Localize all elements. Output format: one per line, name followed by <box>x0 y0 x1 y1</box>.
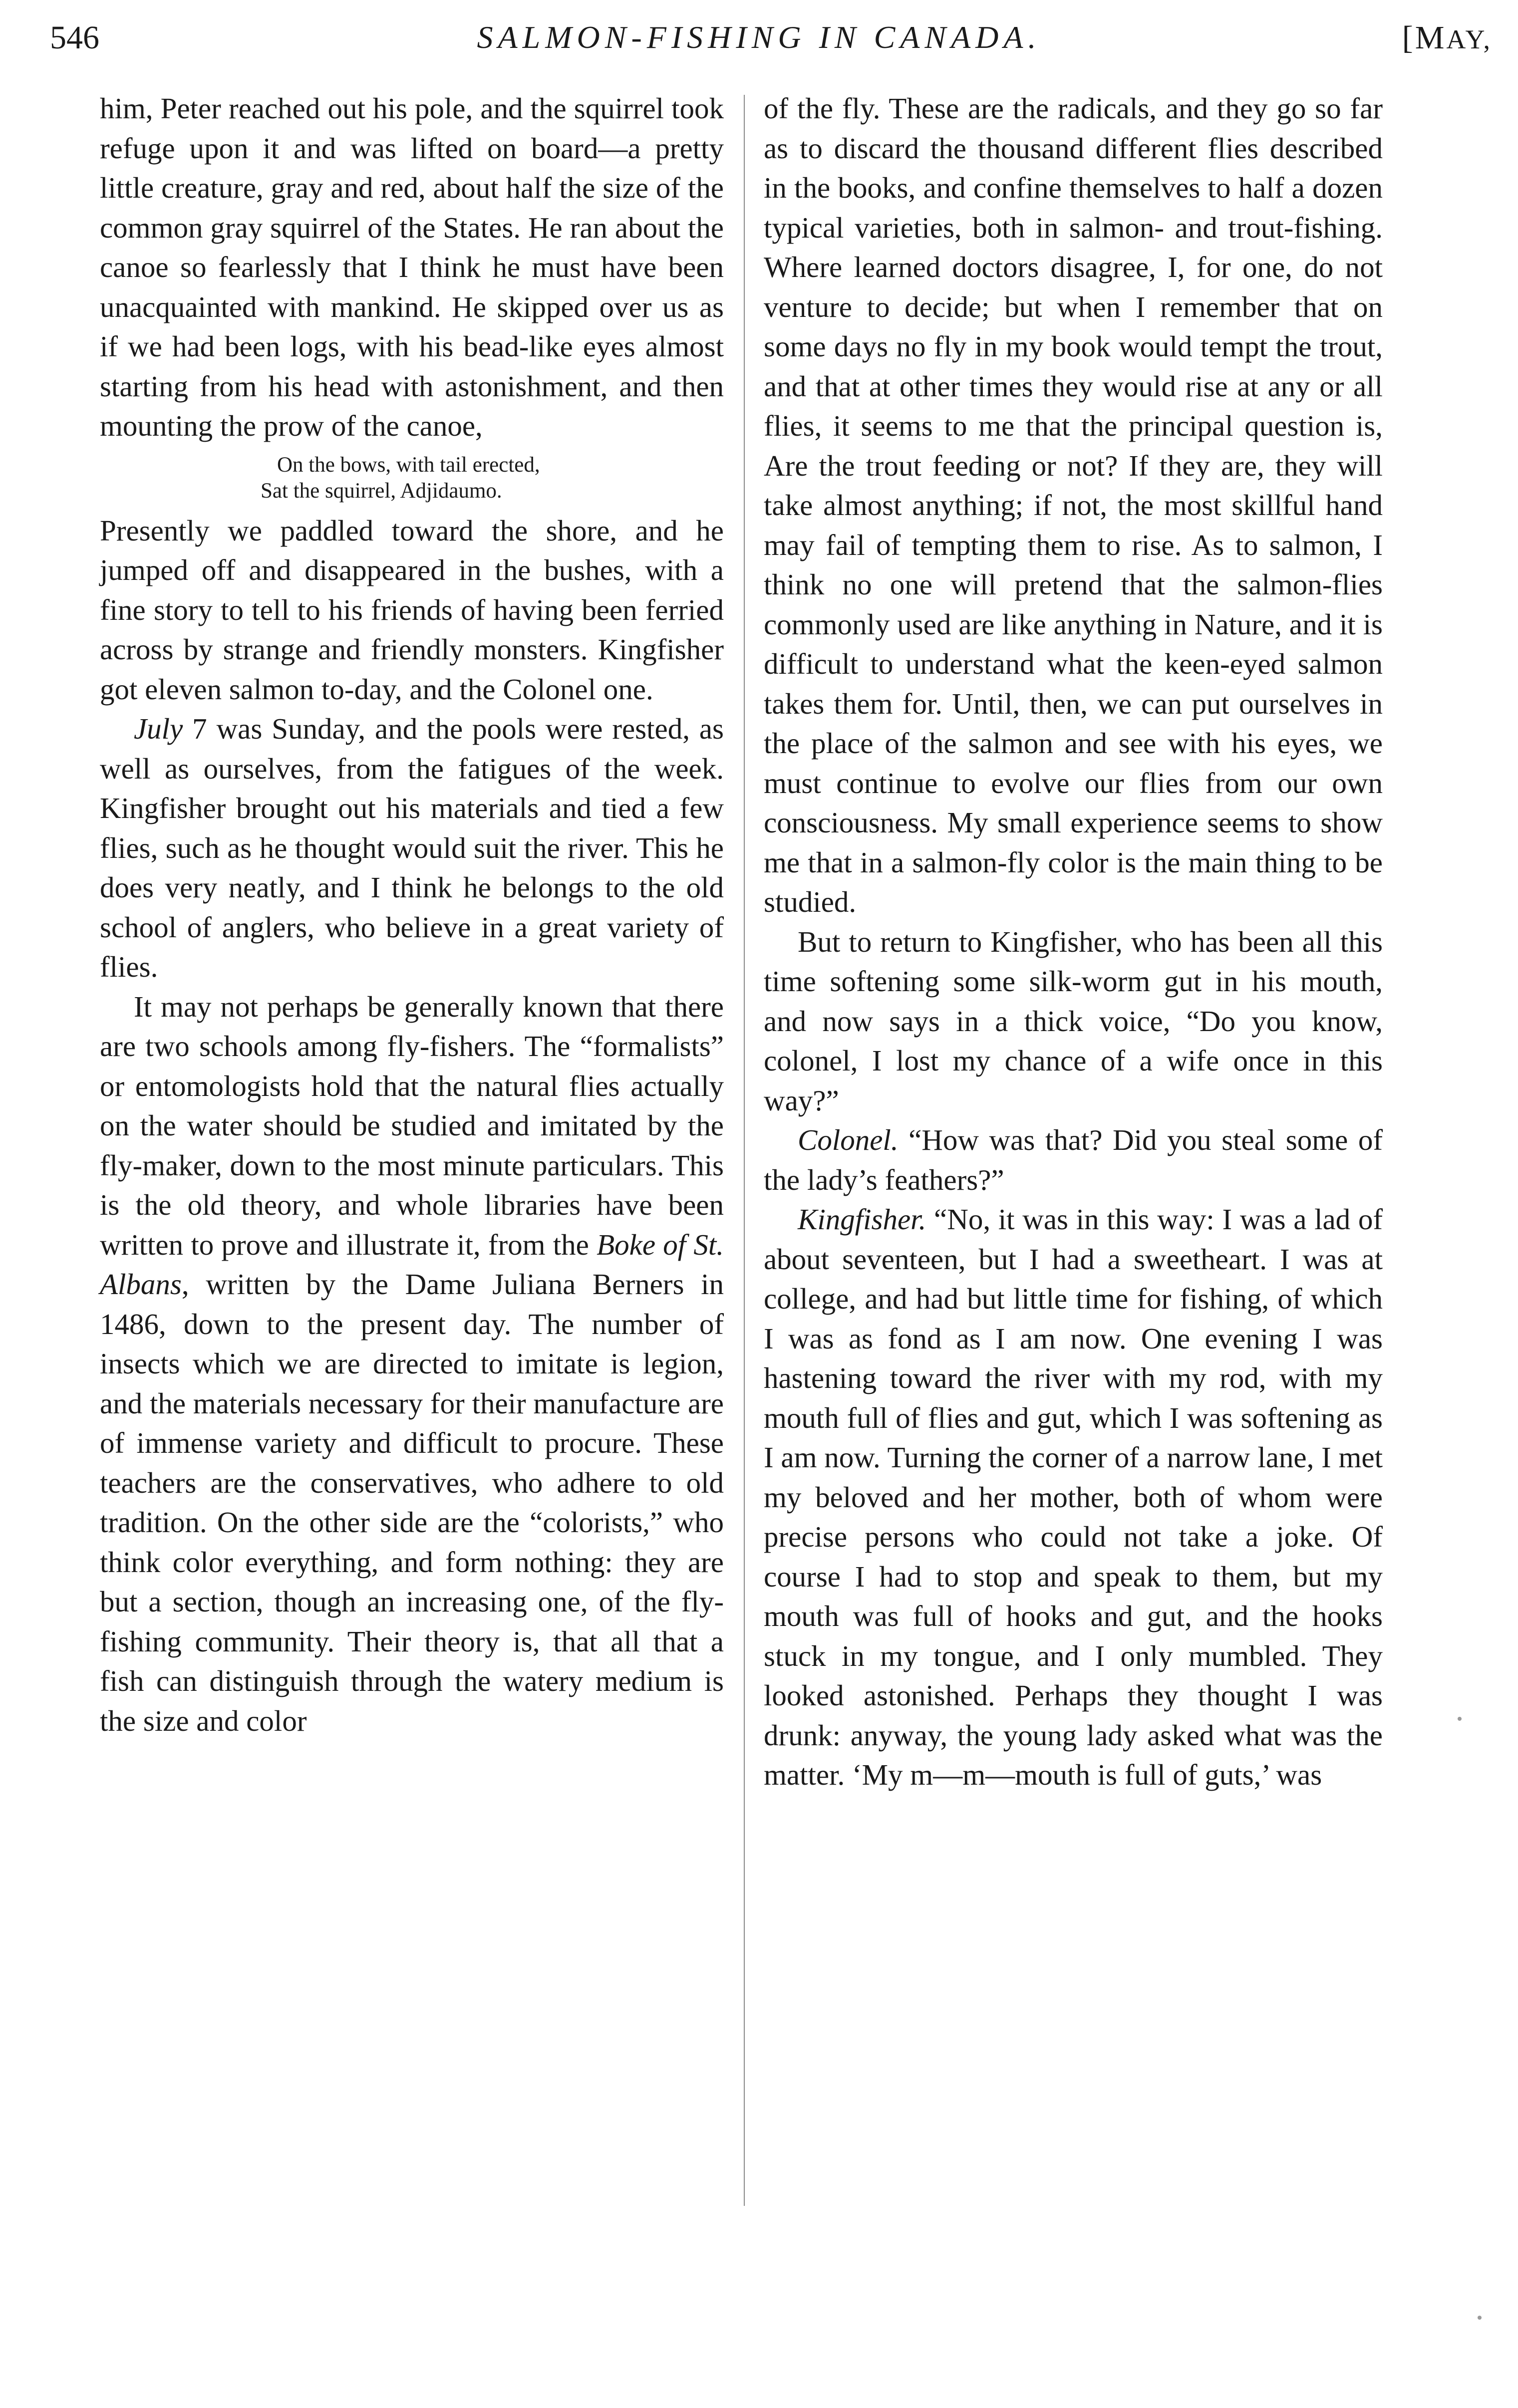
left-paragraph-4 <box>100 987 724 1741</box>
left-paragraph-4-text-b: , written by the Dame Juliana Berners in 1486, down to the present day. The number of insects which we are directed to imitate is legion, and the materials necessary for their manufacture are of immense variety and difficult to procure. These teachers are the conservatives, who adhere to old tradition. On the other side are the “colorists,” who think color everything, and form nothing: they are but a section, though an increasing one, of the fly-fishing community. Their theory is, that all that a fish can distinguish through the watery medium is the size and color <box>100 1268 724 1737</box>
right-paragraph-4-text: “No, it was in this way: I was a lad of about seventeen, but I had a sweetheart. I was at college, and had but little time for fishing, of which I was as fond as I am now. One evening I was hastening toward the river with my rod, with my mouth full of flies and gut, which I was softening as I am now. Turning the corner of a narrow lane, I met my beloved and her mother, both of whom were precise persons who could not take a joke. Of course I had to stop and speak to them, but my mouth was full of hooks and gut, and the hooks stuck in my tongue, and I only mumbled. They looked astonished. Perhaps they thought I was drunk: anyway, the young lady asked what was the matter. ‘My m—m—mouth is full of guts,’ was <box>764 1203 1383 1791</box>
speaker-kingfisher: Kingfisher. <box>798 1203 926 1236</box>
speaker-colonel: Colonel. <box>798 1123 899 1156</box>
left-paragraph-1: him, Peter reached out his pole, and the squirrel took refuge upon it and was lifted on board—a pretty little creature, gray and red, about half the size of the common gray squirrel of the States. He ran about the canoe so fearlessly that I think he must have been unacquainted with mankind. He skipped over us as if we had been logs, with his bead-like eyes almost starting from his head with astonishment, and then mounting the prow of the canoe, <box>100 92 724 442</box>
verse-quotation <box>100 452 724 504</box>
verse-line-1: On the bows, with tail erected, <box>277 453 540 477</box>
running-title: SALMON-FISHING IN CANADA. <box>477 19 1041 55</box>
right-paragraph-3-text: “How was that? Did you steal some of the lady’s feathers?” <box>764 1123 1383 1196</box>
left-column <box>100 89 724 1741</box>
book-title: Boke of St. Albans <box>100 1228 724 1301</box>
column-divider <box>744 95 745 2206</box>
right-paragraph-1: of the fly. These are the radicals, and they go so far as to discard the thousand different flies described in the books, and confine themselves to half a dozen typical varieties, both in salmon- and trout-fishing. Where learned doctors disagree, I, for one, do not venture to decide; but when I remember that on some days no fly in my book would tempt the trout, and that at other times they would rise at any or all flies, it seems to me that the principal question is, Are the trout feeding or not? If they are, they will take almost anything; if not, the most skillful hand may fail of tempting them to rise. As to salmon, I think no one will pretend that the salmon-flies commonly used are like anything in Nature, and it is difficult to understand what the keen-eyed salmon takes them for. Until, then, we can put ourselves in the place of the salmon and see with his eyes, we must continue to evolve our flies from our own consciousness. My small experience seems to show me that in a salmon-fly color is the main thing to be studied. <box>764 92 1383 918</box>
running-date-bracket: [M <box>1402 19 1447 56</box>
margin-speck <box>1478 2316 1482 2320</box>
left-paragraph-3 <box>100 709 724 987</box>
left-paragraph-2: Presently we paddled toward the shore, and he jumped off and disappeared in the bushes, with a fine story to tell to his friends of having been ferried across by strange and friendly monsters. Kingfisher got eleven salmon to-day, and the Colonel one. <box>100 514 724 706</box>
date-july: July <box>134 712 183 745</box>
right-column <box>764 89 1383 1795</box>
right-paragraph-4 <box>764 1200 1383 1795</box>
right-paragraph-2: But to return to Kingfisher, who has been all this time softening some silk-worm gut in his mouth, and now says in a thick voice, “Do you know, colonel, I lost my chance of a wife once in this way?” <box>764 925 1383 1117</box>
running-header <box>0 0 1518 65</box>
left-paragraph-3-text: 7 was Sunday, and the pools were rested, as well as ourselves, from the fatigues of the week. Kingfisher brought out his materials and tied a few flies, such as he thought would suit the river. This he does very neatly, and I think he belongs to the old school of anglers, who believe in a great variety of flies. <box>100 712 724 983</box>
running-date-rest: AY, <box>1446 24 1492 54</box>
left-paragraph-4-text-a: It may not perhaps be generally known that there are two schools among fly-fishers. The “formalists” or entomologists hold that the natural flies actually on the water should be studied and imitated by the fly-maker, down to the most minute particulars. This is the old theory, and whole libraries have been written to prove and illustrate it, from the <box>100 990 724 1261</box>
page-number: 546 <box>50 19 99 56</box>
verse-line-2: Sat the squirrel, Adjidaumo. <box>261 479 502 503</box>
right-paragraph-3 <box>764 1120 1383 1200</box>
margin-speck <box>1458 1717 1462 1721</box>
running-date <box>1402 19 1492 57</box>
